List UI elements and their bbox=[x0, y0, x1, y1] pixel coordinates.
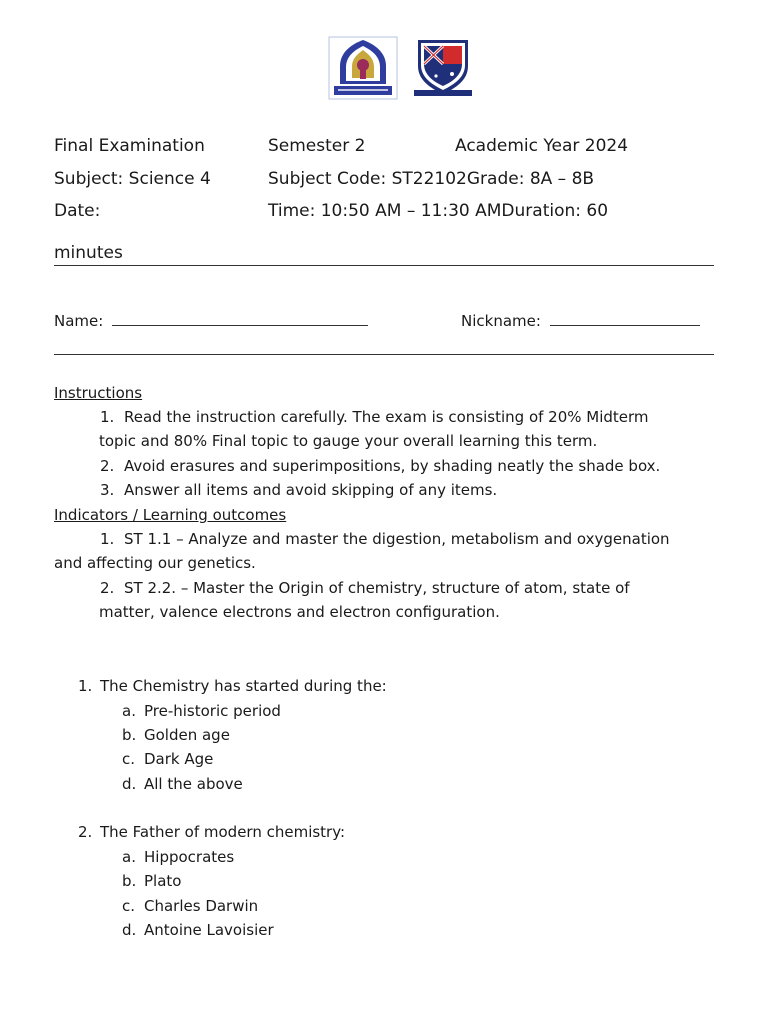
indicator-1-number: 1. bbox=[100, 530, 115, 548]
q2-option-c-letter[interactable]: c. bbox=[122, 897, 136, 915]
question-2-number: 2. bbox=[78, 823, 93, 841]
english-program-shield-logo bbox=[412, 36, 474, 100]
instruction-3-number: 3. bbox=[100, 481, 115, 499]
instruction-2-number: 2. bbox=[100, 457, 115, 475]
indicator-2-number: 2. bbox=[100, 579, 115, 597]
q2-option-a-letter[interactable]: a. bbox=[122, 848, 136, 866]
academic-year: Academic Year 2024 bbox=[455, 136, 629, 156]
subject-code-grade: Subject Code: ST22102Grade: 8A – 8B bbox=[268, 169, 595, 189]
instruction-3-text: Answer all items and avoid skipping of any items. bbox=[124, 481, 498, 499]
indicator-1-text-cont: and affecting our genetics. bbox=[54, 554, 256, 572]
indicator-2-text: ST 2.2. – Master the Origin of chemistry, structure of atom, state of bbox=[124, 579, 630, 597]
school-crest-logo bbox=[328, 36, 398, 100]
student-divider bbox=[54, 354, 714, 355]
school-logos bbox=[328, 36, 474, 102]
name-field[interactable] bbox=[54, 311, 368, 330]
date-label: Date: bbox=[54, 201, 101, 221]
q1-option-c-text[interactable]: Dark Age bbox=[144, 750, 214, 768]
q1-option-a-text[interactable]: Pre-historic period bbox=[144, 702, 281, 720]
nickname-blank[interactable] bbox=[550, 311, 700, 326]
q1-option-d-letter[interactable]: d. bbox=[122, 775, 137, 793]
q2-option-d-letter[interactable]: d. bbox=[122, 921, 137, 939]
instruction-1-number: 1. bbox=[100, 408, 115, 426]
indicators-heading: Indicators / Learning outcomes bbox=[54, 506, 287, 524]
q1-option-d-text[interactable]: All the above bbox=[144, 775, 243, 793]
nickname-label: Nickname: bbox=[461, 312, 541, 330]
question-2-text: The Father of modern chemistry: bbox=[100, 823, 346, 841]
q2-option-b-text[interactable]: Plato bbox=[144, 872, 182, 890]
instruction-1-text-cont: topic and 80% Final topic to gauge your overall learning this term. bbox=[99, 432, 598, 450]
duration-wrap: minutes bbox=[54, 243, 123, 263]
question-1-number: 1. bbox=[78, 677, 93, 695]
instruction-1-text: Read the instruction carefully. The exam is consisting of 20% Midterm bbox=[124, 408, 649, 426]
indicator-1-text: ST 1.1 – Analyze and master the digestion, metabolism and oxygenation bbox=[124, 530, 670, 548]
indicator-2-text-cont: matter, valence electrons and electron configuration. bbox=[99, 603, 500, 621]
q1-option-b-letter[interactable]: b. bbox=[122, 726, 137, 744]
q2-option-b-letter[interactable]: b. bbox=[122, 872, 137, 890]
instruction-2-text: Avoid erasures and superimpositions, by shading neatly the shade box. bbox=[124, 457, 661, 475]
name-blank[interactable] bbox=[112, 311, 368, 326]
semester: Semester 2 bbox=[268, 136, 366, 156]
q2-option-d-text[interactable]: Antoine Lavoisier bbox=[144, 921, 274, 939]
q2-option-c-text[interactable]: Charles Darwin bbox=[144, 897, 259, 915]
q1-option-a-letter[interactable]: a. bbox=[122, 702, 136, 720]
q2-option-a-text[interactable]: Hippocrates bbox=[144, 848, 235, 866]
q1-option-b-text[interactable]: Golden age bbox=[144, 726, 230, 744]
question-1-text: The Chemistry has started during the: bbox=[100, 677, 387, 695]
name-label: Name: bbox=[54, 312, 104, 330]
q1-option-c-letter[interactable]: c. bbox=[122, 750, 136, 768]
time-duration: Time: 10:50 AM – 11:30 AMDuration: 60 bbox=[268, 201, 609, 221]
instructions-heading: Instructions bbox=[54, 384, 143, 402]
exam-title: Final Examination bbox=[54, 136, 205, 156]
subject: Subject: Science 4 bbox=[54, 169, 211, 189]
nickname-field[interactable] bbox=[461, 311, 700, 330]
header-divider bbox=[54, 265, 714, 266]
